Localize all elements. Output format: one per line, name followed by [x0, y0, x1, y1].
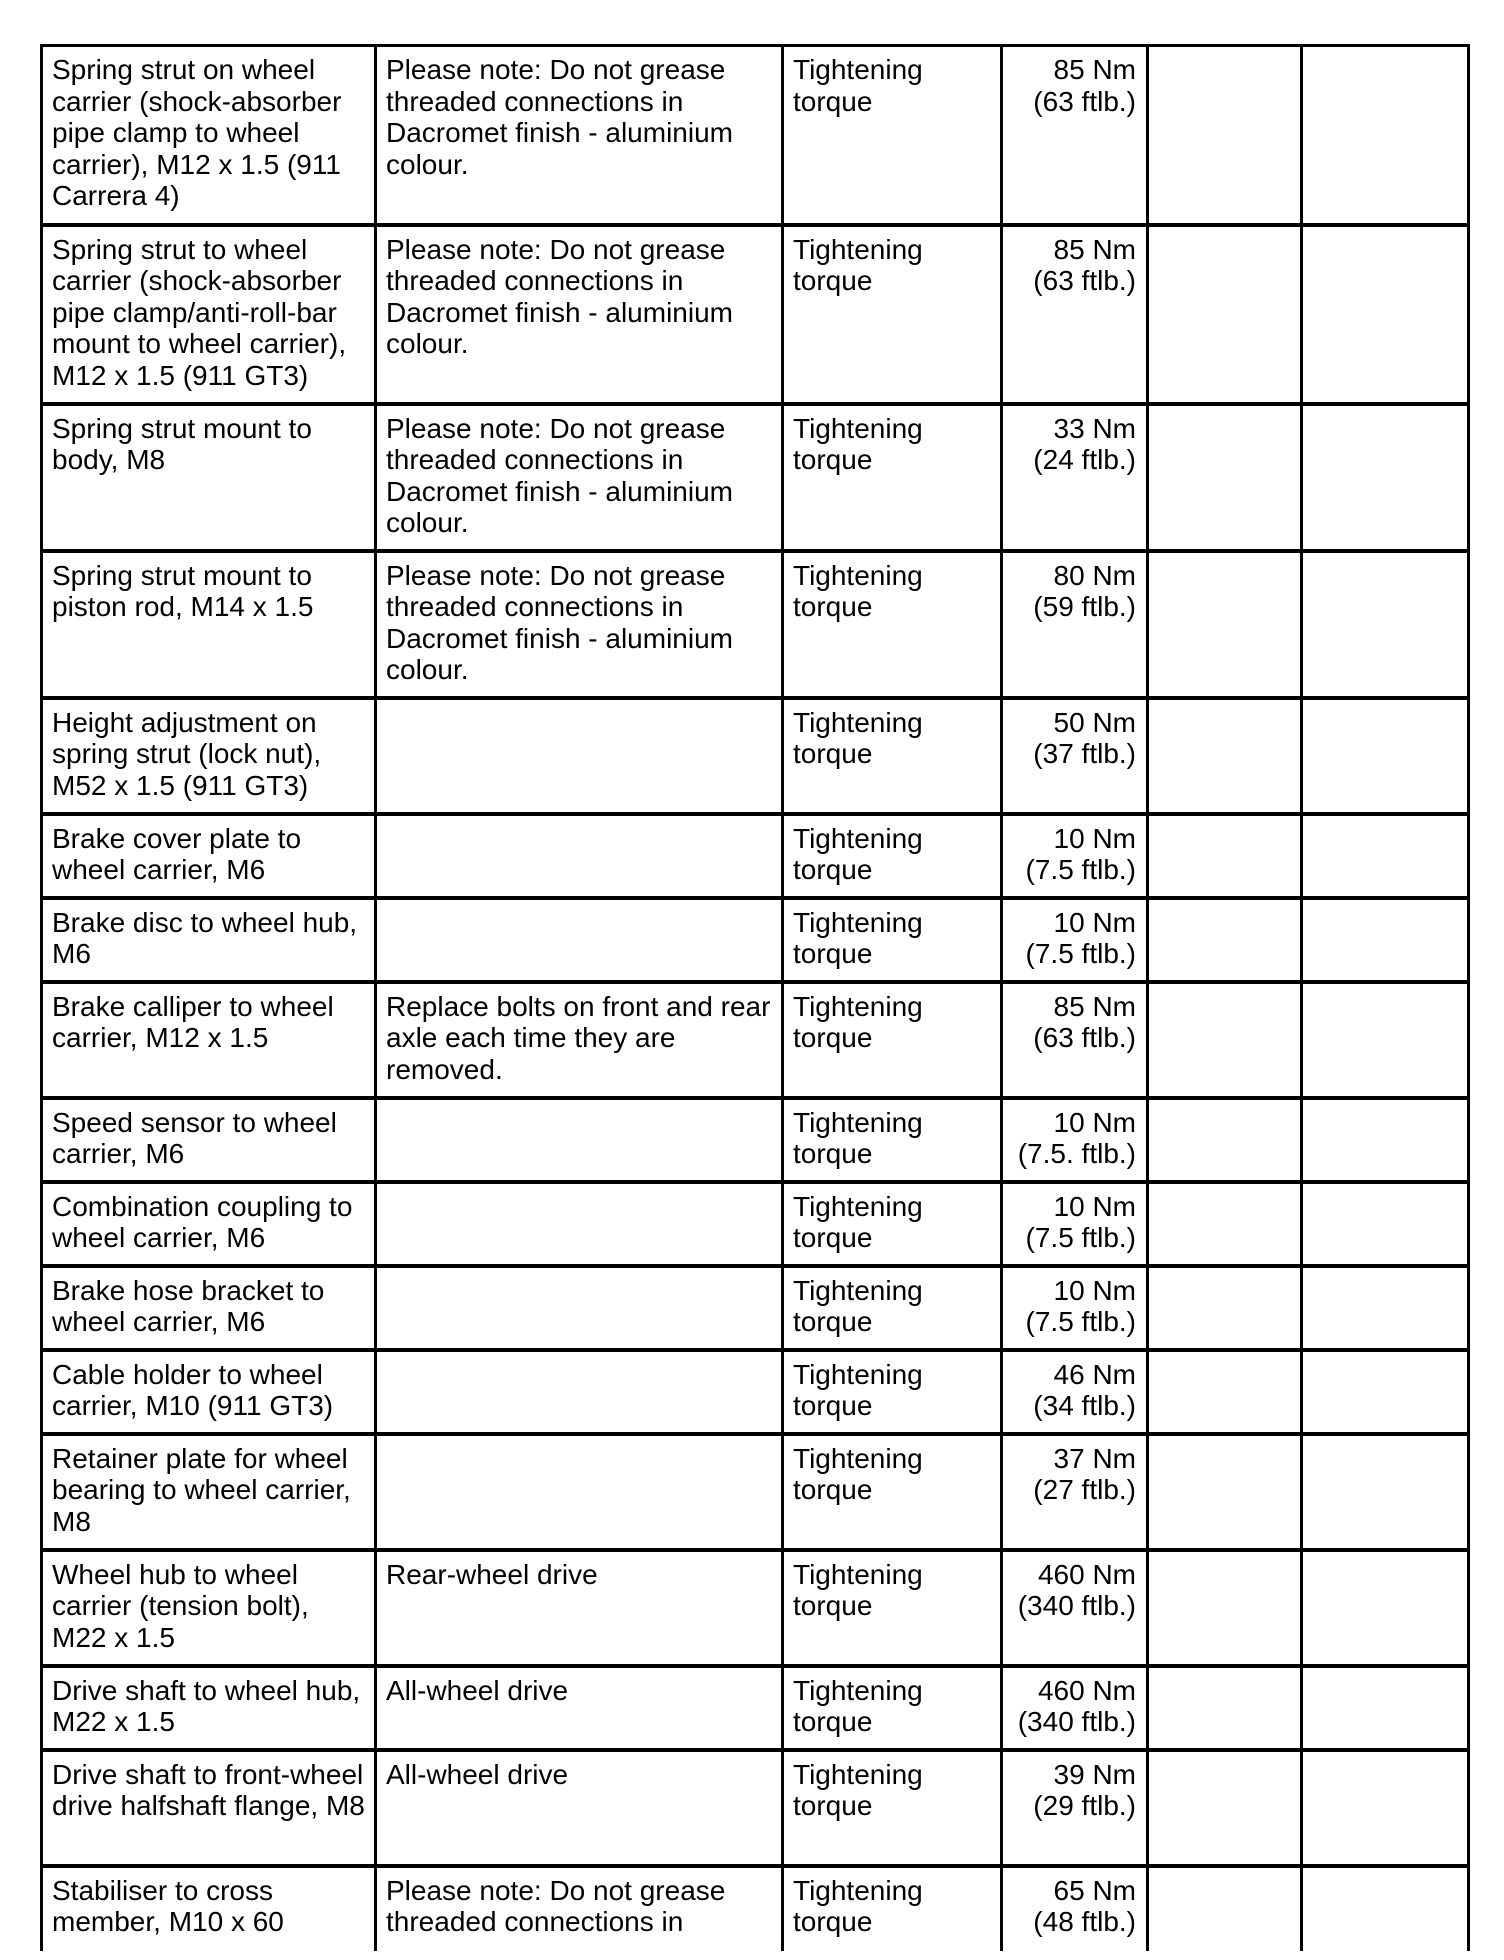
- blank-cell: [1302, 1098, 1469, 1182]
- blank-cell: [1302, 982, 1469, 1098]
- component-cell: Stabiliser to cross member, M10 x 60: [42, 1866, 376, 1951]
- note-cell: [376, 698, 783, 814]
- note-cell: [376, 1266, 783, 1350]
- table-row: [42, 1550, 1469, 1666]
- type-cell: Tightening torque: [783, 1266, 1002, 1350]
- component-cell: Spring strut mount to body, M8: [42, 404, 376, 551]
- value-cell: 46 Nm (34 ftlb.): [1002, 1350, 1148, 1434]
- type-cell: Tightening torque: [783, 982, 1002, 1098]
- value-cell: 85 Nm (63 ftlb.): [1002, 982, 1148, 1098]
- blank-cell: [1148, 898, 1302, 982]
- table-row: [42, 698, 1469, 814]
- value-cell: 50 Nm (37 ftlb.): [1002, 698, 1148, 814]
- value-cell: 39 Nm (29 ftlb.): [1002, 1750, 1148, 1866]
- blank-cell: [1302, 1866, 1469, 1951]
- blank-cell: [1302, 46, 1469, 225]
- blank-cell: [1302, 1350, 1469, 1434]
- note-cell: Please note: Do not grease threaded connections in Dacromet finish - aluminium colour.: [376, 225, 783, 404]
- blank-cell: [1302, 404, 1469, 551]
- blank-cell: [1148, 698, 1302, 814]
- value-cell: 460 Nm (340 ftlb.): [1002, 1550, 1148, 1666]
- table-row: [42, 1098, 1469, 1182]
- table-row: [42, 1266, 1469, 1350]
- table-row: [42, 982, 1469, 1098]
- table-row: [42, 1182, 1469, 1266]
- type-cell: Tightening torque: [783, 814, 1002, 898]
- table-row: [42, 1350, 1469, 1434]
- component-cell: Brake disc to wheel hub, M6: [42, 898, 376, 982]
- value-cell: 37 Nm (27 ftlb.): [1002, 1434, 1148, 1550]
- type-cell: Tightening torque: [783, 1550, 1002, 1666]
- value-cell: 10 Nm (7.5 ftlb.): [1002, 1182, 1148, 1266]
- type-cell: Tightening torque: [783, 698, 1002, 814]
- blank-cell: [1148, 1666, 1302, 1750]
- value-cell: 10 Nm (7.5 ftlb.): [1002, 1266, 1148, 1350]
- value-cell: 85 Nm (63 ftlb.): [1002, 46, 1148, 225]
- value-cell: 10 Nm (7.5 ftlb.): [1002, 898, 1148, 982]
- blank-cell: [1148, 551, 1302, 698]
- note-cell: Rear-wheel drive: [376, 1550, 783, 1666]
- note-cell: Please note: Do not grease threaded connections in: [376, 1866, 783, 1951]
- note-cell: [376, 1098, 783, 1182]
- note-cell: Please note: Do not grease threaded connections in Dacromet finish - aluminium colour.: [376, 46, 783, 225]
- note-cell: [376, 1434, 783, 1550]
- component-cell: Drive shaft to wheel hub, M22 x 1.5: [42, 1666, 376, 1750]
- component-cell: Cable holder to wheel carrier, M10 (911 GT3): [42, 1350, 376, 1434]
- type-cell: Tightening torque: [783, 1098, 1002, 1182]
- blank-cell: [1302, 1182, 1469, 1266]
- table-row: [42, 225, 1469, 404]
- type-cell: Tightening torque: [783, 898, 1002, 982]
- type-cell: Tightening torque: [783, 1750, 1002, 1866]
- table-row: [42, 1750, 1469, 1866]
- value-cell: 85 Nm (63 ftlb.): [1002, 225, 1148, 404]
- blank-cell: [1148, 225, 1302, 404]
- blank-cell: [1148, 1098, 1302, 1182]
- type-cell: Tightening torque: [783, 1866, 1002, 1951]
- blank-cell: [1302, 698, 1469, 814]
- blank-cell: [1302, 898, 1469, 982]
- note-cell: [376, 814, 783, 898]
- component-cell: Spring strut on wheel carrier (shock-absorber pipe clamp to wheel carrier), M12 x 1.5 (911 Carrera 4): [42, 46, 376, 225]
- table-row: [42, 551, 1469, 698]
- note-cell: [376, 1182, 783, 1266]
- blank-cell: [1302, 551, 1469, 698]
- blank-cell: [1302, 814, 1469, 898]
- blank-cell: [1302, 1750, 1469, 1866]
- type-cell: Tightening torque: [783, 551, 1002, 698]
- type-cell: Tightening torque: [783, 225, 1002, 404]
- type-cell: Tightening torque: [783, 404, 1002, 551]
- table-row: [42, 46, 1469, 225]
- blank-cell: [1148, 1550, 1302, 1666]
- value-cell: 10 Nm (7.5. ftlb.): [1002, 1098, 1148, 1182]
- type-cell: Tightening torque: [783, 1434, 1002, 1550]
- table-row: [42, 814, 1469, 898]
- note-cell: [376, 1350, 783, 1434]
- value-cell: 33 Nm (24 ftlb.): [1002, 404, 1148, 551]
- value-cell: 460 Nm (340 ftlb.): [1002, 1666, 1148, 1750]
- value-cell: 80 Nm (59 ftlb.): [1002, 551, 1148, 698]
- blank-cell: [1148, 982, 1302, 1098]
- type-cell: Tightening torque: [783, 1666, 1002, 1750]
- component-cell: Brake cover plate to wheel carrier, M6: [42, 814, 376, 898]
- type-cell: Tightening torque: [783, 46, 1002, 225]
- blank-cell: [1148, 1750, 1302, 1866]
- blank-cell: [1148, 814, 1302, 898]
- blank-cell: [1302, 1550, 1469, 1666]
- blank-cell: [1148, 404, 1302, 551]
- blank-cell: [1302, 1266, 1469, 1350]
- table-row: [42, 898, 1469, 982]
- blank-cell: [1302, 225, 1469, 404]
- blank-cell: [1148, 1434, 1302, 1550]
- component-cell: Spring strut mount to piston rod, M14 x 1.5: [42, 551, 376, 698]
- blank-cell: [1148, 1866, 1302, 1951]
- value-cell: 10 Nm (7.5 ftlb.): [1002, 814, 1148, 898]
- component-cell: Retainer plate for wheel bearing to wheel carrier, M8: [42, 1434, 376, 1550]
- table-row: [42, 1434, 1469, 1550]
- component-cell: Brake hose bracket to wheel carrier, M6: [42, 1266, 376, 1350]
- blank-cell: [1302, 1666, 1469, 1750]
- component-cell: Brake calliper to wheel carrier, M12 x 1.5: [42, 982, 376, 1098]
- note-cell: Replace bolts on front and rear axle each time they are removed.: [376, 982, 783, 1098]
- blank-cell: [1148, 1350, 1302, 1434]
- component-cell: Height adjustment on spring strut (lock nut), M52 x 1.5 (911 GT3): [42, 698, 376, 814]
- note-cell: [376, 898, 783, 982]
- blank-cell: [1148, 46, 1302, 225]
- component-cell: Speed sensor to wheel carrier, M6: [42, 1098, 376, 1182]
- blank-cell: [1302, 1434, 1469, 1550]
- table-row: [42, 404, 1469, 551]
- component-cell: Combination coupling to wheel carrier, M6: [42, 1182, 376, 1266]
- note-cell: Please note: Do not grease threaded connections in Dacromet finish - aluminium colour.: [376, 551, 783, 698]
- torque-specification-table: [40, 44, 1470, 1951]
- blank-cell: [1148, 1266, 1302, 1350]
- note-cell: All-wheel drive: [376, 1750, 783, 1866]
- table-row: [42, 1666, 1469, 1750]
- component-cell: Wheel hub to wheel carrier (tension bolt), M22 x 1.5: [42, 1550, 376, 1666]
- table-row: [42, 1866, 1469, 1951]
- component-cell: Spring strut to wheel carrier (shock-absorber pipe clamp/anti-roll-bar mount to wheel carrier), M12 x 1.5 (911 GT3): [42, 225, 376, 404]
- note-cell: All-wheel drive: [376, 1666, 783, 1750]
- component-cell: Drive shaft to front-wheel drive halfshaft flange, M8: [42, 1750, 376, 1866]
- value-cell: 65 Nm (48 ftlb.): [1002, 1866, 1148, 1951]
- blank-cell: [1148, 1182, 1302, 1266]
- type-cell: Tightening torque: [783, 1350, 1002, 1434]
- note-cell: Please note: Do not grease threaded connections in Dacromet finish - aluminium colour.: [376, 404, 783, 551]
- type-cell: Tightening torque: [783, 1182, 1002, 1266]
